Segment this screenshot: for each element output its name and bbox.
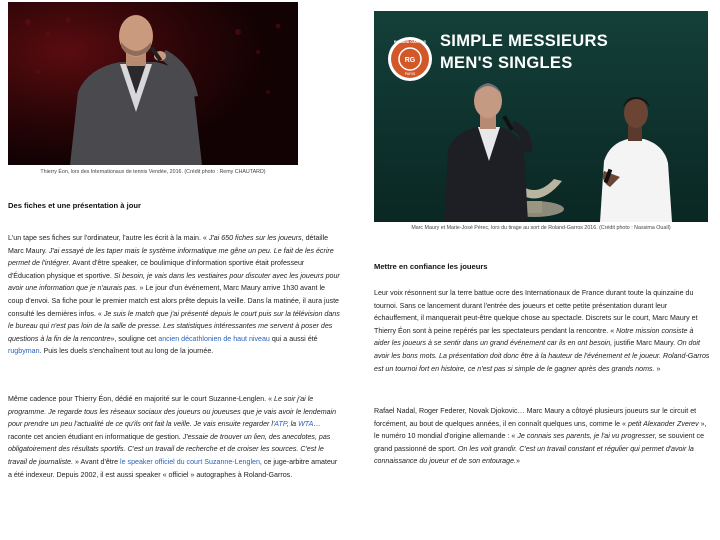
logo-text: ROLAND GARROS: [393, 40, 427, 44]
svg-text:RG: RG: [404, 57, 416, 64]
body-text: Rafael Nadal, Roger Federer, Novak Djokovic… Marc Maury a côtoyé plusieurs joueurs sur le circuit et forcément, au bout de quelques années, il en connaît quelques uns, comme le «: [374, 407, 697, 428]
left-section-heading: Des fiches et une présentation à jour: [8, 201, 141, 210]
body-text: » Le jour d'un événement, Marc Maury arrive 1h30 avant le coup d'envoi. Sa fiche pour le premier match est alors prête depuis la veille. Dans la matinée, il aura juste consulté les dernières infos. «: [8, 284, 339, 318]
body-text: , détaille Marc Maury.: [8, 234, 329, 255]
inline-link[interactable]: rugbyman: [8, 347, 40, 356]
body-text: . Puis les duels s'enchaînent tout au long de la journée.: [39, 347, 214, 356]
thierry-eon-photo: [8, 2, 298, 165]
inline-link[interactable]: ancien décathlonien de haut niveau: [158, 334, 270, 343]
inline-link[interactable]: WTA: [298, 420, 314, 429]
left-paragraph-1: [8, 232, 340, 358]
right-section-heading: Mettre en confiance les joueurs: [374, 262, 488, 271]
quote-text: On les voit grandir. C'est un travail constant et régulier qui permet d'avoir la connaissance du joueur et de son entourage.: [374, 444, 694, 466]
inline-link[interactable]: ATP: [274, 420, 287, 429]
body-text: » Avant d'être: [73, 457, 121, 466]
banner-title-line1: SIMPLE MESSIEURS: [440, 32, 608, 50]
quote-text: On doit avoir les bons mots. La présentation doit donc être à la hauteur de l'événement et le joueur. Roland-Garros est un tournoi fort en histoire, ce n'est pas si simple de le gagner après des grands noms.: [374, 339, 710, 373]
body-text: justifie Marc Maury.: [612, 339, 678, 348]
quote-text: Je connais ses parents, je l'ai vu progresser,: [517, 432, 657, 441]
body-text: qui a aussi été: [269, 334, 318, 343]
quote-text: J'essaie de trouver un lien, des anecdotes, pas obligatoirement des résultats sportifs. C'est un travail de recherche et de croiser les sources. C'est le travail de journaliste.: [8, 432, 331, 466]
right-paragraph-1: [374, 287, 710, 375]
body-text: Même cadence pour Thierry Éon, dédié en majorité sur le court Suzanne-Lenglen. «: [8, 395, 275, 403]
body-text: Avant d'être speaker, ce boulimique d'information sportive était professeur d'Éducation physique et sportive.: [8, 259, 305, 280]
banner-title-line2: MEN'S SINGLES: [440, 54, 573, 72]
right-photo-caption: Marc Maury et Marie-José Pérec, lors du tirage au sort de Roland-Garros 2016. (Crédit photo : Nassima Ouaïl): [411, 225, 671, 231]
quote-text: Je suis le match que j'ai présenté depuis le court puis sur la télévision dans le bureau qui n'est pas loin de la salle de presse. Les statistiques intéressantes me servent à poser des questions à la fin de la rencontre: [8, 309, 340, 343]
body-text: L'un tape ses fiches sur l'ordinateur, l'autre les écrit à la main. «: [8, 234, 209, 242]
right-paragraph-2: [374, 405, 710, 468]
quote-text: Si besoin, je vais dans les vestiaires pour discuter avec les joueurs pour avoir une information que je n'aurais pas.: [8, 271, 340, 293]
logo-subtext: PARIS: [404, 72, 416, 76]
quote-text: Notre mission consiste à aider les joueurs à se sentir dans un grand événement car ils en ont besoin,: [374, 326, 694, 348]
quote-text: petit Alexander Zverev: [627, 419, 699, 428]
quote-text: , la: [286, 420, 299, 429]
body-text: », le numéro 10 mondial d'origine allemande : «: [374, 419, 707, 441]
quote-text: J'ai essayé de les taper mais le système informatique me gêne un peu. Le fait de les écrire permet de l'intégrer.: [8, 246, 334, 268]
body-text: », souligne cet: [110, 334, 159, 343]
left-paragraph-2: [8, 393, 340, 481]
inline-link[interactable]: le speaker officiel du court Suzanne-Lenglen: [120, 457, 260, 466]
quote-text: Le soir j'ai le programme. Je regarde tous les réseaux sociaux des joueurs ou joueuses que je vais avoir le lendemain pour prendre un peu l'actualité de ce qu'ils ont fait la veille. Je vais ensuite regarder l': [8, 395, 337, 429]
body-text: … raconte cet ancien étudiant en informatique de gestion.: [8, 420, 321, 441]
body-text: Leur voix résonnent sur la terre battue ocre des Internationaux de France durant toute la quinzaine du tournoi. Sans ce lancement durant l'entrée des joueurs et cette petite présentation durant leur échauffement, il manquerait peut-être quelque chose au spectacle. Discrets sur le court, Marc Maury et Thierry Éon sont à peine repérés par les spectateurs pendant la rencontre. «: [374, 289, 698, 335]
quote-text: J'ai 650 fiches sur les joueurs: [208, 234, 302, 242]
body-text: se souvient ce grand passionné de sport.: [374, 432, 705, 453]
body-text: , ce juge-arbitre amateur a été indexeur. Depuis 2002, il est aussi speaker « officiel » autographes à Roland-Garros.: [8, 457, 338, 479]
body-text: »: [654, 364, 661, 373]
left-photo-caption: Thierry Éon, lors des Internationaux de tennis Vendée, 2016. (Crédit photo : Remy CHAUTARD): [40, 169, 266, 175]
body-text: »: [515, 457, 520, 466]
